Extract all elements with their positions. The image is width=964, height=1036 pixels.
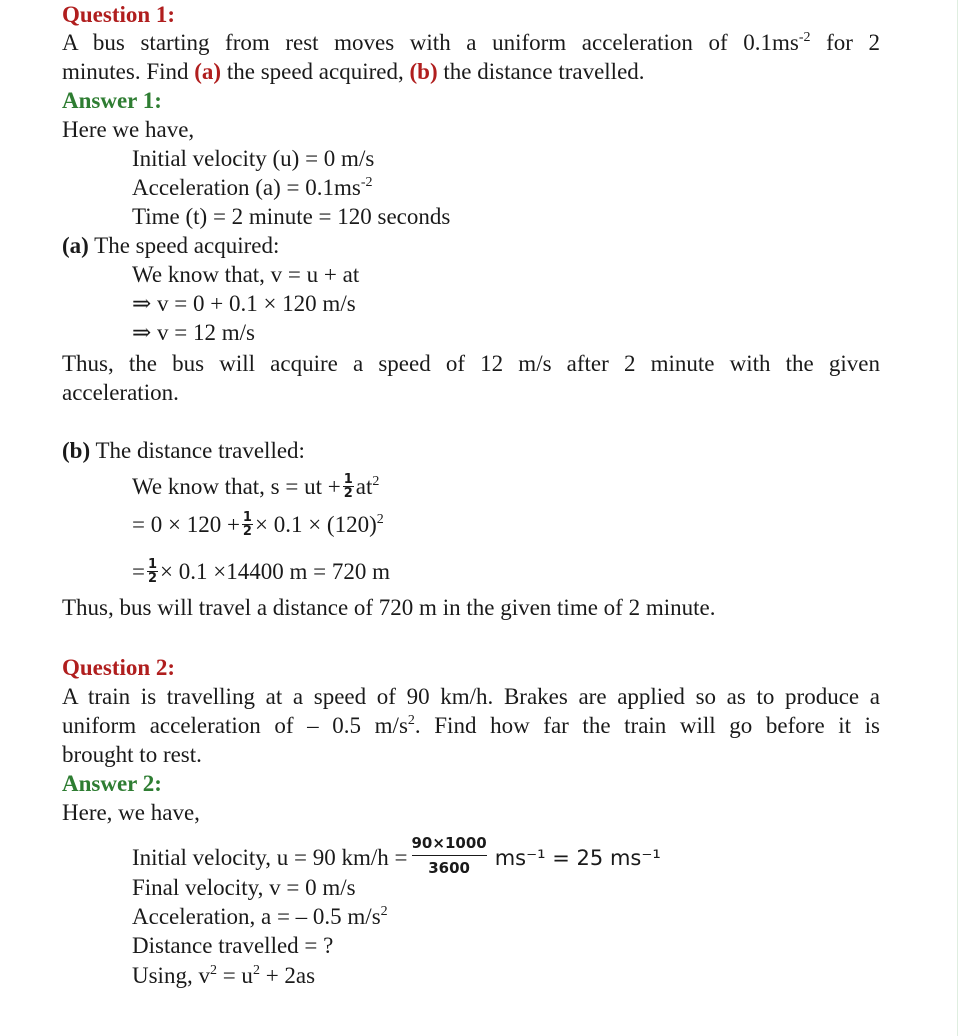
- given-time: Time (t) = 2 minute = 120 seconds: [132, 204, 451, 229]
- given-initial-velocity-kmh: Initial velocity, u = 90 km/h = $\frac{90\times 1000}{3600}$ ms⁻¹ = 25 ms⁻¹: [132, 834, 661, 877]
- fraction-half: $\frac{1}{2}$: [343, 472, 353, 502]
- part-a-heading: (a) The speed acquired:: [62, 233, 280, 258]
- part-b-step-1: We know that, s = ut + $\frac{1}{2}$ $at^2$: [132, 472, 380, 502]
- page-border: [957, 0, 958, 1036]
- question-2-line-1: A train is travelling at a speed of 90 km/h. Brakes are applied so as to produce a: [62, 684, 880, 709]
- part-a-step-2: ⇒ v = 0 + 0.1 × 120 m/s: [132, 291, 356, 316]
- answer-2-intro: Here, we have,: [62, 800, 200, 825]
- question-1-heading: Question 1:: [62, 2, 176, 27]
- given-initial-velocity: Initial velocity (u) = 0 m/s: [132, 146, 375, 171]
- answer-1-heading: Answer 1:: [62, 88, 162, 113]
- fraction-half: $\frac{1}{2}$: [147, 557, 158, 587]
- part-a-conclusion-line-1: Thus, the bus will acquire a speed of 12 m/s after 2 minute with the given: [62, 351, 880, 376]
- part-a-step-3: ⇒ v = 12 m/s: [132, 320, 255, 345]
- answer-1-intro: Here we have,: [62, 117, 195, 142]
- distance-travelled-unknown: Distance travelled = ?: [132, 933, 334, 958]
- question-2-line-2: uniform acceleration of – 0.5 $m/s^2$. Find how far the train will go before it is: [62, 713, 881, 738]
- question-1-line-2: minutes. Find (a) the speed acquired, (b) the distance travelled.: [62, 59, 645, 84]
- part-b-conclusion: Thus, bus will travel a distance of 720 m in the given time of 2 minute.: [62, 595, 716, 620]
- question-2-heading: Question 2:: [62, 655, 176, 680]
- question-2-line-3: brought to rest.: [62, 742, 202, 767]
- answer-2-heading: Answer 2:: [62, 771, 162, 796]
- part-a-step-1: We know that, v = u + at: [132, 262, 360, 287]
- fraction-half: $\frac{1}{2}$: [242, 510, 252, 540]
- given-acceleration: Acceleration $(a) = 0.1ms^{-2}$: [132, 175, 373, 200]
- equation-of-motion: Using, $v^2 = u^2 + 2as$: [132, 963, 316, 988]
- part-b-step-3: = $\frac{1}{2}$ × 0.1 ×14400 m = 720 m: [132, 557, 390, 587]
- part-a-conclusion-line-2: acceleration.: [62, 380, 179, 405]
- given-acceleration-2: Acceleration, a = – 0.5 $m/s^2$: [132, 904, 388, 929]
- part-b-heading: (b) The distance travelled:: [62, 438, 305, 463]
- fraction-conversion: $\frac{90\times 1000}{3600}$: [411, 834, 487, 877]
- question-1-line-1: A bus starting from rest moves with a uniform acceleration of $0.1ms^{-2}$ for 2: [62, 30, 880, 55]
- given-final-velocity: Final velocity, v = 0 m/s: [132, 875, 356, 900]
- part-b-step-2: = 0 × 120 + $\frac{1}{2}$ × $0.1 \times (120)^2$: [132, 510, 384, 540]
